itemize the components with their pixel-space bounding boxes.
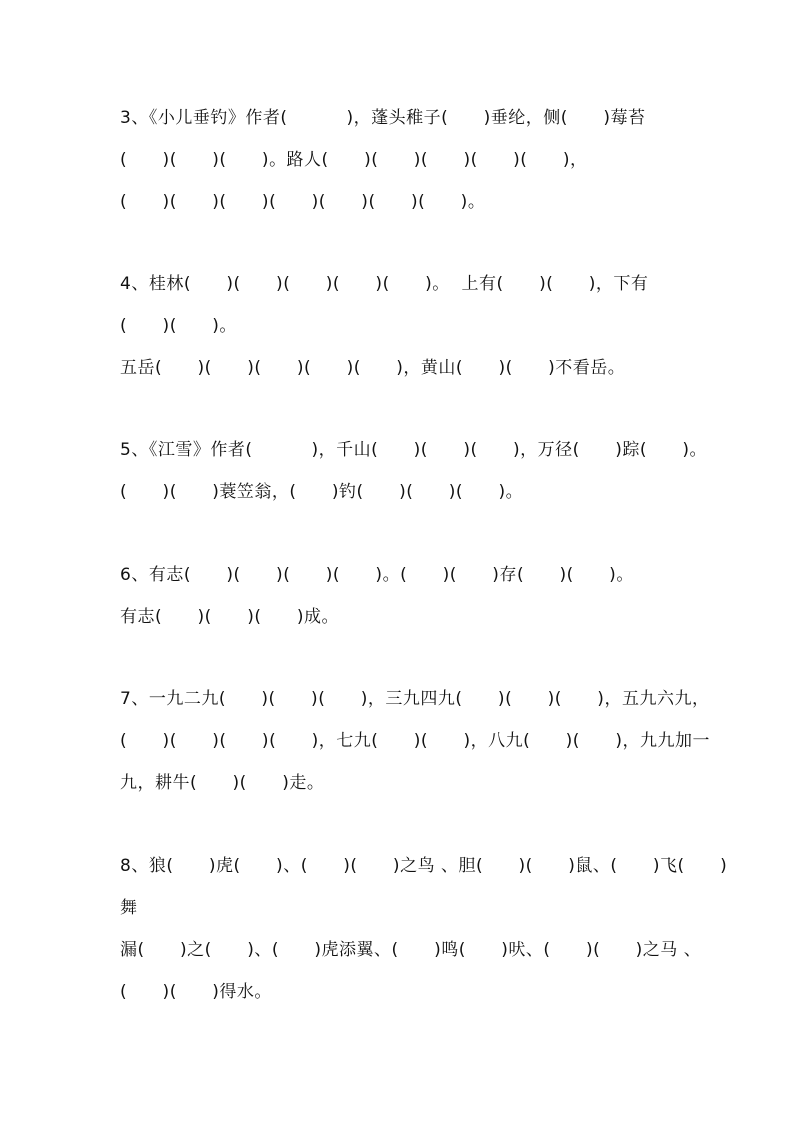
q4-line-3: 五岳( )( )( )( )( )，黄山( )( )不看岳。	[120, 358, 626, 378]
q8-line-4: ( )( )得水。	[120, 982, 272, 1002]
q3-line-1: 3、《小儿垂钓》作者( )，蓬头稚子( )垂纶，侧( )莓苔	[120, 108, 646, 128]
q6-line-1: 6、有志( )( )( )( )。( )( )存( )( )。	[120, 565, 634, 585]
q5-line-1: 5、《江雪》作者( )，千山( )( )( )，万径( )踪( )。	[120, 440, 708, 460]
q3-line-2: ( )( )( )。路人( )( )( )( )( )，	[120, 150, 588, 170]
q3-line-3: ( )( )( )( )( )( )( )。	[120, 192, 486, 212]
q4-line-1: 4、桂林( )( )( )( )( )。 上有( )( )，下有	[120, 274, 649, 294]
q7-line-2: ( )( )( )( )，七九( )( )，八九( )( )，九九加一	[120, 731, 710, 751]
q8-line-3: 漏( )之( )、( )虎添翼、( )鸣( )吠、( )( )之马 、	[120, 940, 702, 960]
q4-line-2: ( )( )。	[120, 316, 237, 336]
q8-line-1: 8、狼( )虎( )、( )( )之鸟 、胆( )( )鼠、( )飞( )	[120, 856, 728, 876]
q8-line-2: 舞	[120, 898, 138, 918]
q5-line-2: ( )( )蓑笠翁，( )钓( )( )( )。	[120, 482, 524, 502]
q7-line-1: 7、一九二九( )( )( )，三九四九( )( )( )，五九六九，	[120, 689, 710, 709]
q7-line-3: 九，耕牛( )( )走。	[120, 773, 325, 793]
q6-line-2: 有志( )( )( )成。	[120, 607, 340, 627]
